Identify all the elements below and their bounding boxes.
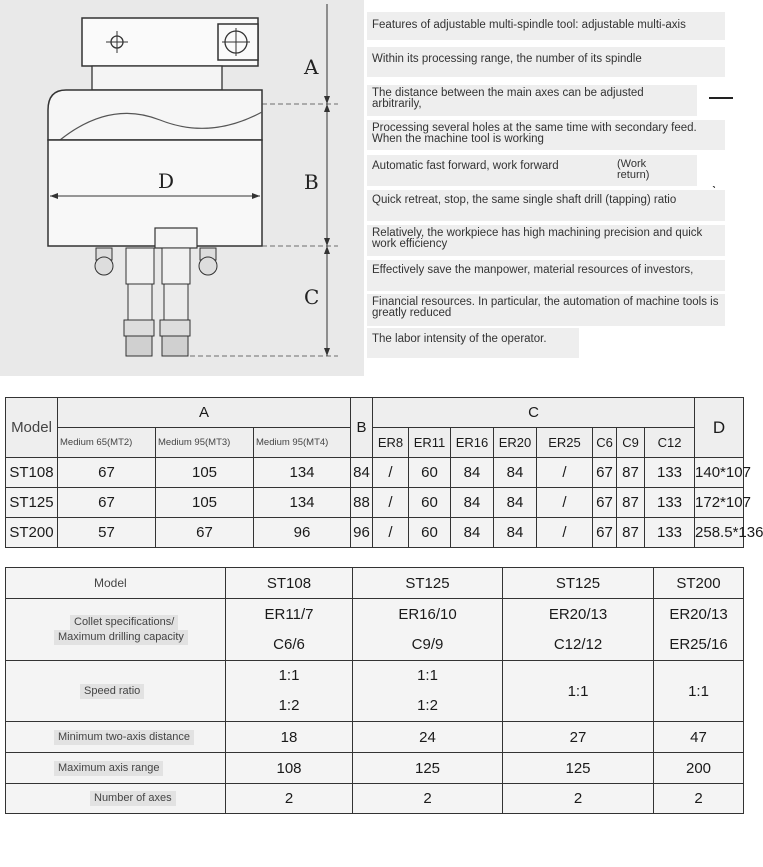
dims-b: 84 (351, 458, 373, 488)
dimension-table (5, 397, 763, 548)
decorative-tick: ˎ (712, 172, 717, 188)
dims-c: 84 (494, 458, 537, 488)
collet-cell: ER16/10 C9/9 (353, 599, 503, 661)
feature-item: Processing several holes at the same time with secondary feed. When the machine tool is working (367, 120, 725, 150)
min-distance-label: Minimum two-axis distance (6, 722, 226, 753)
dims-c: 84 (451, 518, 494, 548)
dims-model-header: Model (6, 398, 58, 458)
label-b: B (304, 170, 319, 194)
dims-group-c: C (373, 398, 695, 428)
dims-d: 172*107 (695, 488, 744, 518)
dims-c: / (537, 458, 593, 488)
collet-cell: ER20/13 C12/12 (503, 599, 654, 661)
speed-ratio-label: Speed ratio (6, 661, 226, 722)
feature-item: The labor intensity of the operator. (367, 328, 579, 358)
dims-c: 60 (409, 458, 451, 488)
table-row (6, 458, 744, 488)
axes-count-label: Number of axes (6, 784, 226, 814)
dims-c-sub: ER8 (373, 428, 409, 458)
feature-side-note: (Work return) (617, 158, 650, 181)
min-distance-cell: 24 (353, 722, 503, 753)
axes-count-cell: 2 (654, 784, 744, 814)
dims-a-sub: Medium 65(MT2) (58, 428, 156, 458)
dims-group-a: A (58, 398, 351, 428)
speed-cell: 1:1 (654, 661, 744, 722)
dims-c-sub: ER25 (537, 428, 593, 458)
dims-a3: 134 (254, 488, 351, 518)
label-d: D (158, 169, 175, 193)
dims-c: / (373, 518, 409, 548)
axes-count-cell: 2 (503, 784, 654, 814)
dims-a2: 105 (156, 488, 254, 518)
label-a: A (304, 55, 319, 79)
dims-c-sub: C12 (645, 428, 695, 458)
dims-c: 133 (645, 518, 695, 548)
dims-c: 84 (494, 518, 537, 548)
specs-table (5, 567, 744, 814)
table-row (6, 753, 744, 784)
dims-c: 87 (617, 518, 645, 548)
speed-cell: 1:1 1:2 (226, 661, 353, 722)
axes-count-cell: 2 (226, 784, 353, 814)
feature-item: Quick retreat, stop, the same single shaft drill (tapping) ratio (367, 190, 725, 221)
dims-c: 84 (451, 488, 494, 518)
min-distance-cell: 47 (654, 722, 744, 753)
drill-capacity-label: Maximum drilling capacity (54, 630, 188, 645)
dims-d: 258.5*136 (695, 518, 744, 548)
specs-model: ST125 (353, 568, 503, 599)
max-range-cell: 125 (503, 753, 654, 784)
dims-c-sub: C6 (593, 428, 617, 458)
decorative-dash (709, 97, 733, 99)
dims-model: ST200 (6, 518, 58, 548)
dims-c: 84 (494, 488, 537, 518)
collet-label (6, 599, 226, 661)
max-range-cell: 108 (226, 753, 353, 784)
multi-spindle-head-diagram (0, 0, 364, 376)
dims-a2: 67 (156, 518, 254, 548)
table-row (6, 784, 744, 814)
dims-a-sub: Medium 95(MT4) (254, 428, 351, 458)
dims-b: 88 (351, 488, 373, 518)
dims-c: / (537, 518, 593, 548)
dims-c: / (373, 458, 409, 488)
dims-c: 67 (593, 518, 617, 548)
tool-drawing (0, 0, 364, 376)
dims-b: 96 (351, 518, 373, 548)
dims-group-b: B (351, 398, 373, 458)
dims-a3: 96 (254, 518, 351, 548)
feature-item: Relatively, the workpiece has high machining precision and quick work efficiency (367, 225, 725, 256)
max-range-cell: 125 (353, 753, 503, 784)
dims-c-sub: ER20 (494, 428, 537, 458)
dims-c-sub: ER16 (451, 428, 494, 458)
spindle-left (95, 248, 154, 356)
collet-cell: ER11/7 C6/6 (226, 599, 353, 661)
specs-model: ST108 (226, 568, 353, 599)
dims-c: 87 (617, 458, 645, 488)
dims-c: 60 (409, 488, 451, 518)
dims-model: ST125 (6, 488, 58, 518)
feature-item (367, 155, 697, 186)
dims-a-sub: Medium 95(MT3) (156, 428, 254, 458)
feature-item: Effectively save the manpower, material resources of investors, (367, 260, 725, 291)
dims-c: 133 (645, 488, 695, 518)
dims-a2: 105 (156, 458, 254, 488)
table-row (6, 518, 744, 548)
collet-spec-label: Collet specifications/ (70, 615, 178, 630)
dims-c-sub: ER11 (409, 428, 451, 458)
dims-c: 67 (593, 488, 617, 518)
feature-item: The distance between the main axes can be adjusted arbitrarily, (367, 85, 697, 116)
feature-text: Automatic fast forward, work forward (372, 160, 559, 172)
dims-c: / (537, 488, 593, 518)
dims-d: 140*107 (695, 458, 744, 488)
table-row (6, 661, 744, 722)
dims-a3: 134 (254, 458, 351, 488)
specs-model: ST125 (503, 568, 654, 599)
feature-item: Financial resources. In particular, the automation of machine tools is greatly reduced (367, 294, 725, 326)
max-range-cell: 200 (654, 753, 744, 784)
speed-cell: 1:1 (503, 661, 654, 722)
spindle-right (160, 248, 217, 356)
dims-a1: 57 (58, 518, 156, 548)
dims-c: 60 (409, 518, 451, 548)
feature-item: Features of adjustable multi-spindle tool: adjustable multi-axis (367, 12, 725, 40)
feature-item: Within its processing range, the number of its spindle (367, 47, 725, 77)
dims-c: 87 (617, 488, 645, 518)
axes-count-cell: 2 (353, 784, 503, 814)
dims-model: ST108 (6, 458, 58, 488)
label-c: C (304, 285, 320, 309)
max-range-label: Maximum axis range (6, 753, 226, 784)
specs-model-header: Model (6, 568, 226, 599)
min-distance-cell: 27 (503, 722, 654, 753)
dims-c: 133 (645, 458, 695, 488)
specs-model: ST200 (654, 568, 744, 599)
table-row (6, 599, 744, 661)
dims-c: 67 (593, 458, 617, 488)
collet-cell: ER20/13 ER25/16 (654, 599, 744, 661)
table-row (6, 722, 744, 753)
table-row (6, 488, 744, 518)
dims-c: 84 (451, 458, 494, 488)
min-distance-cell: 18 (226, 722, 353, 753)
dims-c-sub: C9 (617, 428, 645, 458)
speed-cell: 1:1 1:2 (353, 661, 503, 722)
dims-c: / (373, 488, 409, 518)
dims-a1: 67 (58, 488, 156, 518)
dims-group-d: D (695, 398, 744, 458)
dims-a1: 67 (58, 458, 156, 488)
